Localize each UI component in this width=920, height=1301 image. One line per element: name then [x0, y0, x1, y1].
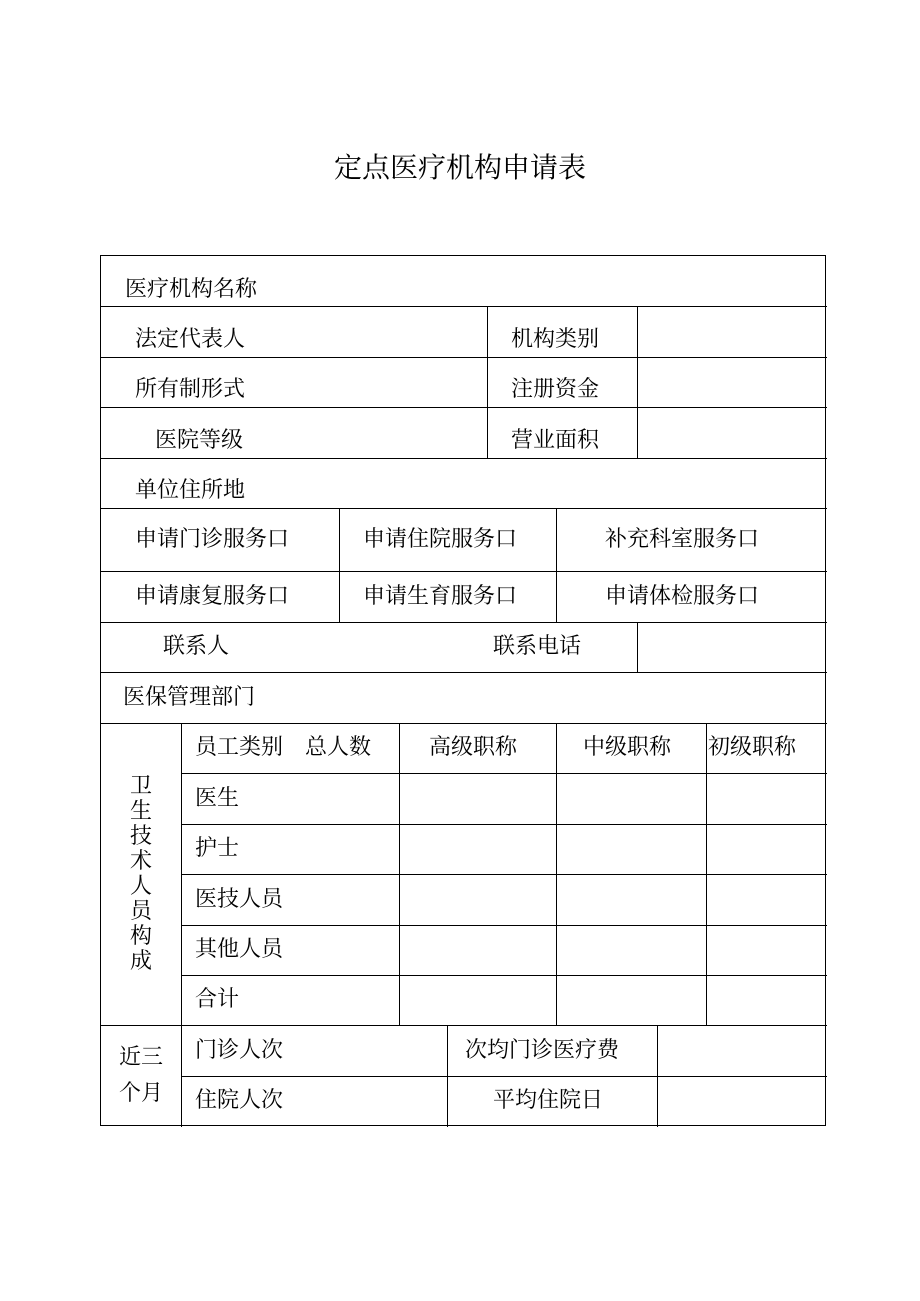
institution-name-label: 医疗机构名称: [125, 277, 258, 302]
form-title: 定点医疗机构申请表: [333, 151, 586, 184]
insurance-dept-label: 医保管理部门: [123, 685, 256, 710]
hospital-grade-label: 医院等级: [155, 428, 244, 453]
ownership-label: 所有制形式: [135, 377, 246, 402]
service-option-maternity[interactable]: 申请生育服务口: [363, 584, 518, 609]
recent-section-label: 近三个月: [118, 1045, 163, 1106]
business-area-label: 营业面积: [511, 428, 600, 453]
service-option-rehab[interactable]: 申请康复服务口: [135, 584, 290, 609]
inpatient-visits-label: 住院人次: [195, 1088, 284, 1113]
service-option-outpatient[interactable]: 申请门诊服务口: [135, 527, 290, 552]
institution-type-label: 机构类别: [511, 327, 600, 352]
staff-row-other: 其他人员: [195, 937, 284, 962]
staff-row-doctor: 医生: [195, 786, 240, 811]
staff-header-junior: 初级职称: [708, 735, 797, 760]
staff-row-technician: 医技人员: [195, 887, 284, 912]
staff-header-senior: 高级职称: [429, 735, 518, 760]
contact-phone-label: 联系电话: [493, 634, 582, 659]
service-option-inpatient[interactable]: 申请住院服务口: [363, 527, 518, 552]
legal-rep-label: 法定代表人: [135, 327, 246, 352]
staff-header-middle: 中级职称: [583, 735, 672, 760]
outpatient-visits-label: 门诊人次: [195, 1038, 284, 1063]
application-form-table: [100, 255, 826, 1126]
registered-capital-label: 注册资金: [511, 377, 600, 402]
contact-person-label: 联系人: [163, 634, 230, 659]
staff-section-label: 卫生技术人员构成: [129, 774, 152, 974]
service-option-checkup[interactable]: 申请体检服务口: [605, 584, 760, 609]
service-option-supplement-dept[interactable]: 补充科室服务口: [605, 527, 760, 552]
address-label: 单位住所地: [135, 478, 246, 503]
avg-stay-days-label: 平均住院日: [493, 1088, 604, 1113]
staff-row-total: 合计: [195, 987, 240, 1012]
staff-row-nurse: 护士: [195, 836, 240, 861]
avg-outpatient-cost-label: 次均门诊医疗费: [465, 1038, 620, 1063]
staff-header-type-total: 员工类别 总人数: [195, 735, 372, 760]
